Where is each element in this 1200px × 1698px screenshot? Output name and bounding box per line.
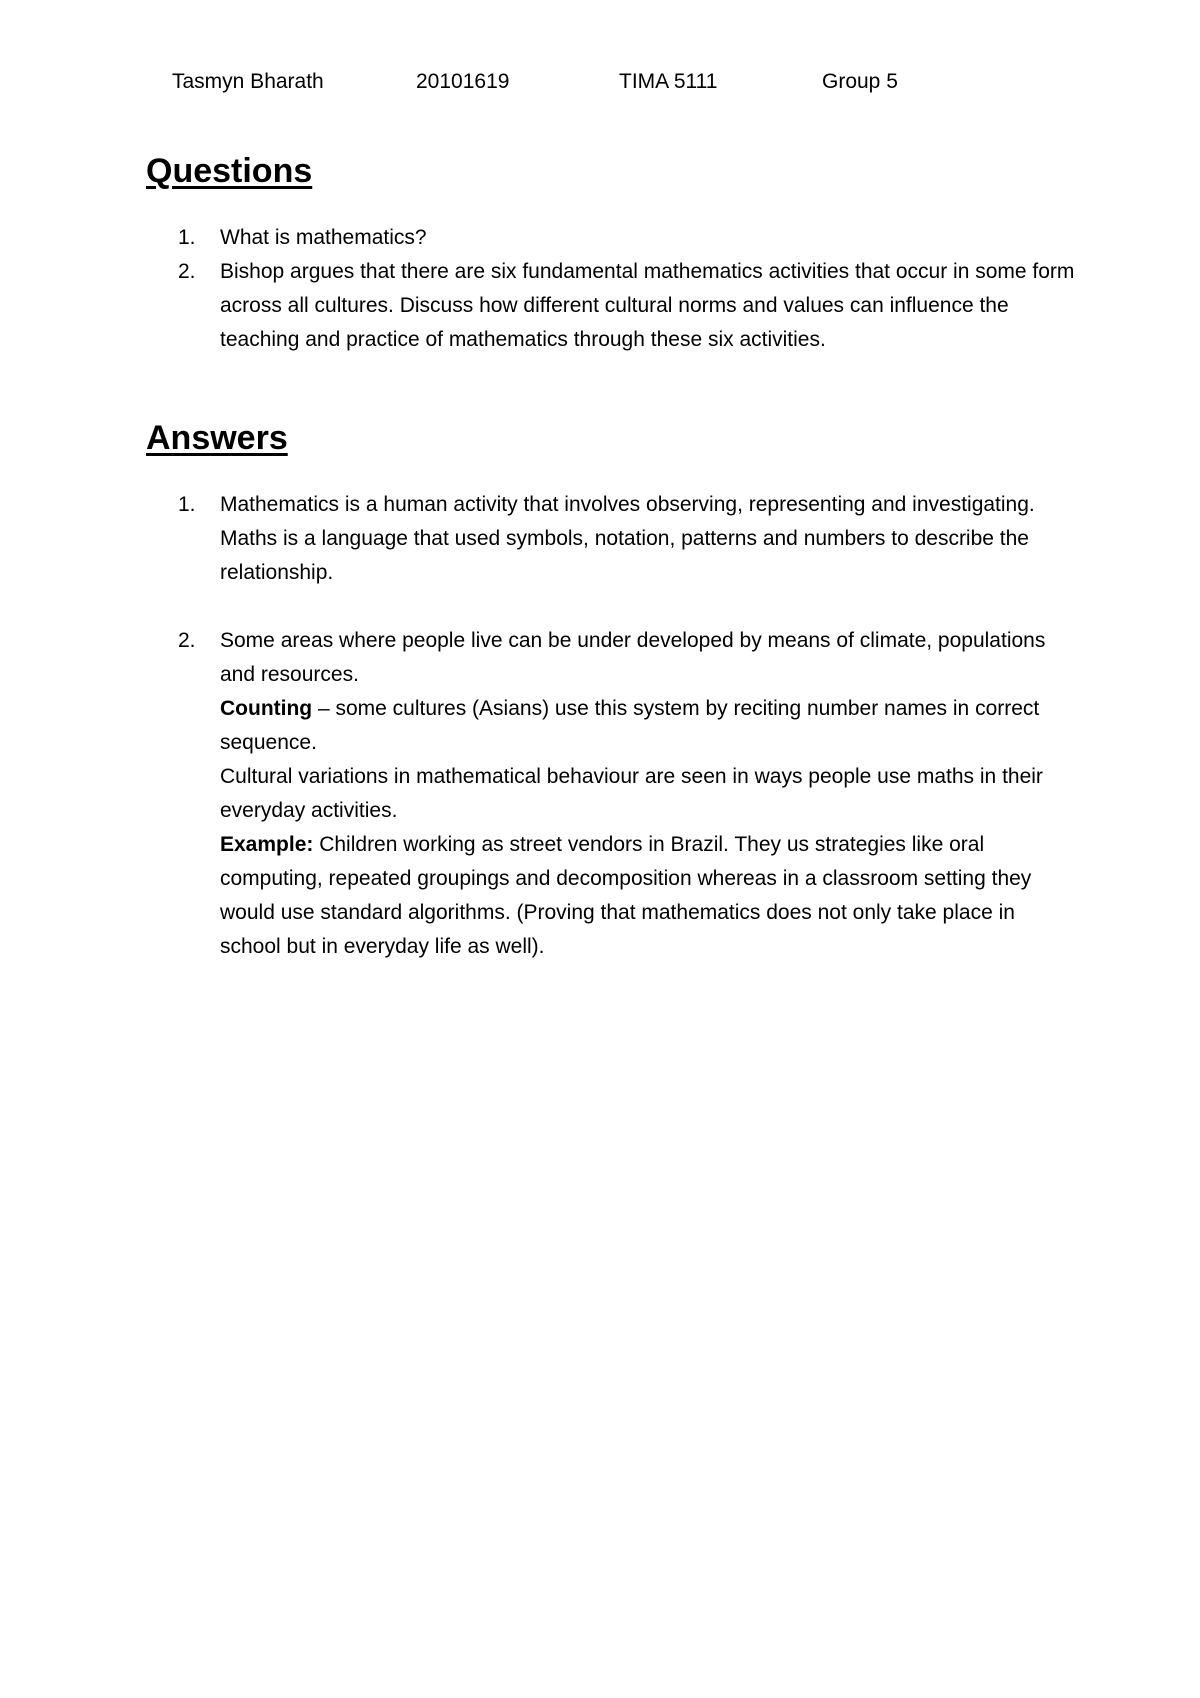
question-item <box>178 221 1078 255</box>
questions-heading: Questions <box>146 152 313 190</box>
group-label: Group 5 <box>822 70 898 93</box>
counting-text: – some cultures (Asians) use this system by reciting number names in correct sequence. <box>220 697 1040 754</box>
example-paragraph <box>220 828 1078 964</box>
course-code: TIMA 5111 <box>619 70 718 93</box>
counting-paragraph <box>220 692 1078 760</box>
question-number: 1. <box>178 226 196 249</box>
student-name: Tasmyn Bharath <box>172 70 324 93</box>
questions-list <box>178 221 1078 357</box>
list-spacer <box>178 590 1078 624</box>
question-text: Bishop argues that there are six fundamental mathematics activities that occur in some form across all cultures. Discuss how different cultural norms and values can influence the teaching and practice of mathematics through these six activities. <box>220 260 1075 351</box>
answer-intro: Some areas where people live can be under developed by means of climate, populations and resources. <box>220 629 1046 686</box>
answer-number: 2. <box>178 629 196 652</box>
answer-text: Mathematics is a human activity that involves observing, representing and investigating. Maths is a language that used symbols, notation, patterns and numbers to describe the relationship. <box>220 493 1035 584</box>
answers-list <box>178 488 1078 964</box>
variation-paragraph: Cultural variations in mathematical behaviour are seen in ways people use maths in their everyday activities. <box>220 765 1043 822</box>
answer-number: 1. <box>178 493 196 516</box>
answers-heading: Answers <box>146 419 288 457</box>
question-item <box>178 255 1078 357</box>
question-text: What is mathematics? <box>220 226 427 249</box>
student-number: 20101619 <box>416 70 510 93</box>
counting-label: Counting <box>220 697 313 720</box>
question-number: 2. <box>178 260 196 283</box>
example-text: Children working as street vendors in Brazil. They us strategies like oral computing, repeated groupings and decomposition whereas in a classroom setting they would use standard algorithms. (Proving that mathematics does not only take place in school but in everyday life as well). <box>220 833 1032 958</box>
answer-item <box>178 488 1078 590</box>
page-header <box>172 70 1072 100</box>
answer-item <box>178 624 1078 964</box>
example-label: Example: <box>220 833 314 856</box>
